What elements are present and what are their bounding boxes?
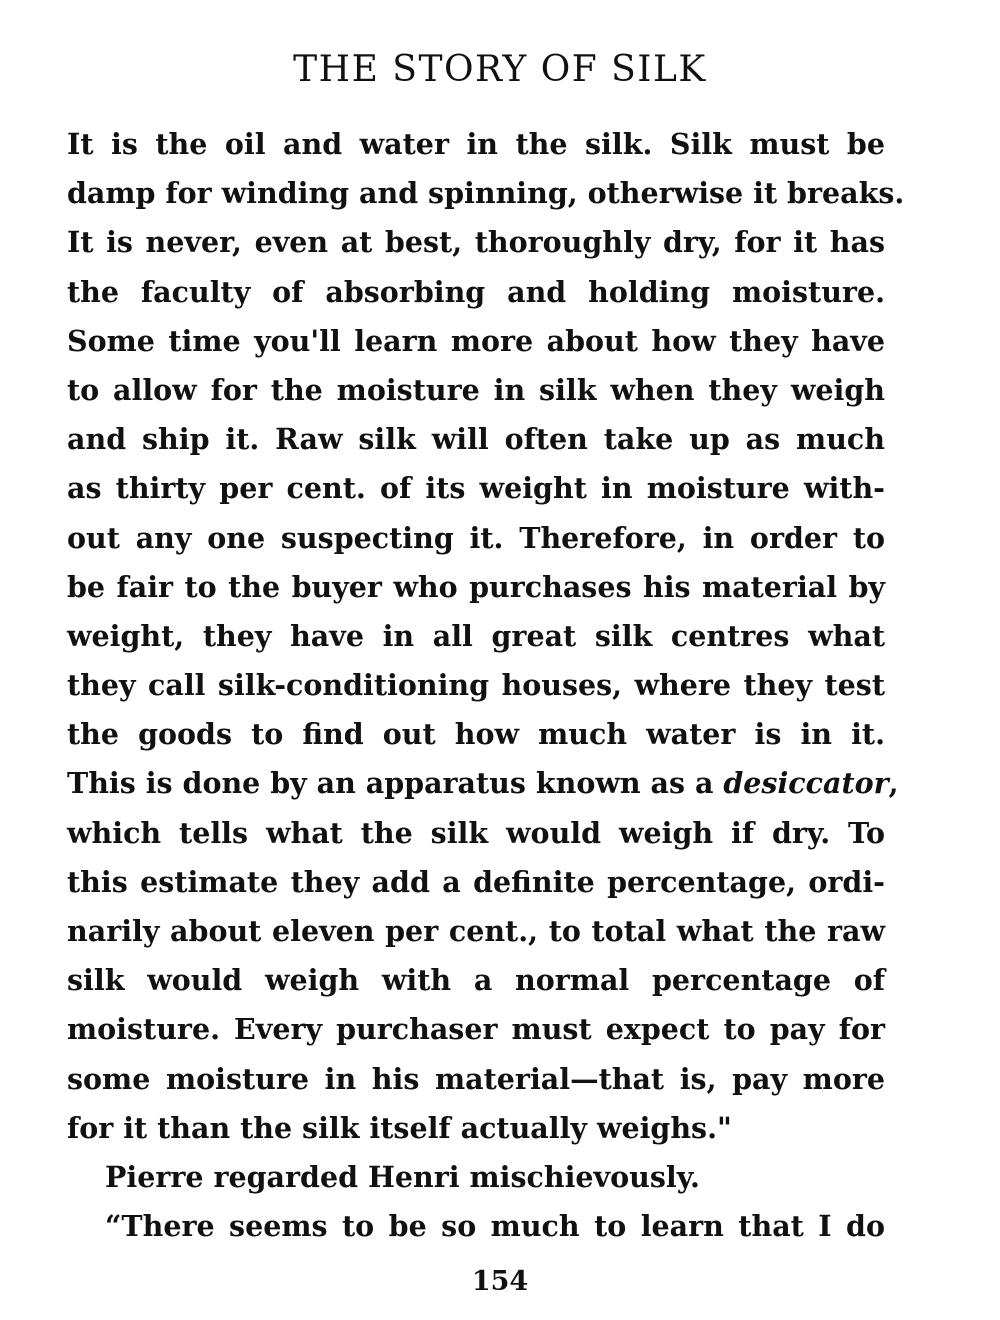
body-text [67,120,905,1251]
text-line: Some time you'll learn more about how they have [67,323,885,358]
text-line: to allow for the moisture in silk when they weigh [67,372,885,407]
text-line: silk would weigh with a normal percentage of [67,963,885,998]
text-line: which tells what the silk would weigh if dry. To [67,815,885,850]
paragraph-line: Pierre regarded Henri mischievously. [105,1159,700,1194]
text-line: they call silk-conditioning houses, where they test [67,668,885,703]
text-line: “There seems to be so much to learn that I do [105,1209,885,1244]
text-line: out any one suspecting it. Therefore, in order to [67,520,885,555]
text-line: this estimate they add a definite percentage, ordi- [67,864,885,899]
running-head: THE STORY OF SILK [293,49,707,90]
text-line: the faculty of absorbing and holding moisture. [67,274,885,309]
paragraph-end-line: for it than the silk itself actually weighs." [67,1110,732,1145]
text-line: some moisture in his material—that is, pay more [67,1061,885,1096]
text-segment: , [888,766,899,801]
text-line: moisture. Every purchaser must expect to pay for [67,1012,885,1047]
page-number: 154 [471,1266,529,1297]
text-line: be fair to the buyer who purchases his material by [67,569,885,604]
text-line: weight, they have in all great silk centres what [67,618,885,653]
italic-term: desiccator [723,766,889,801]
text-line: damp for winding and spinning, otherwise it breaks. [67,176,905,211]
text-line: It is the oil and water in the silk. Silk must be [67,127,885,161]
text-segment: This is done by an apparatus known as a [67,766,724,801]
text-line: It is never, even at best, thoroughly dry, for it has [67,225,885,260]
text-line-with-italic [67,759,899,808]
text-line: as thirty per cent. of its weight in moisture with- [67,471,885,506]
text-line: and ship it. Raw silk will often take up as much [67,422,885,457]
text-line: the goods to find out how much water is in it. [67,717,885,752]
text-line: narily about eleven per cent., to total what the raw [67,914,885,948]
